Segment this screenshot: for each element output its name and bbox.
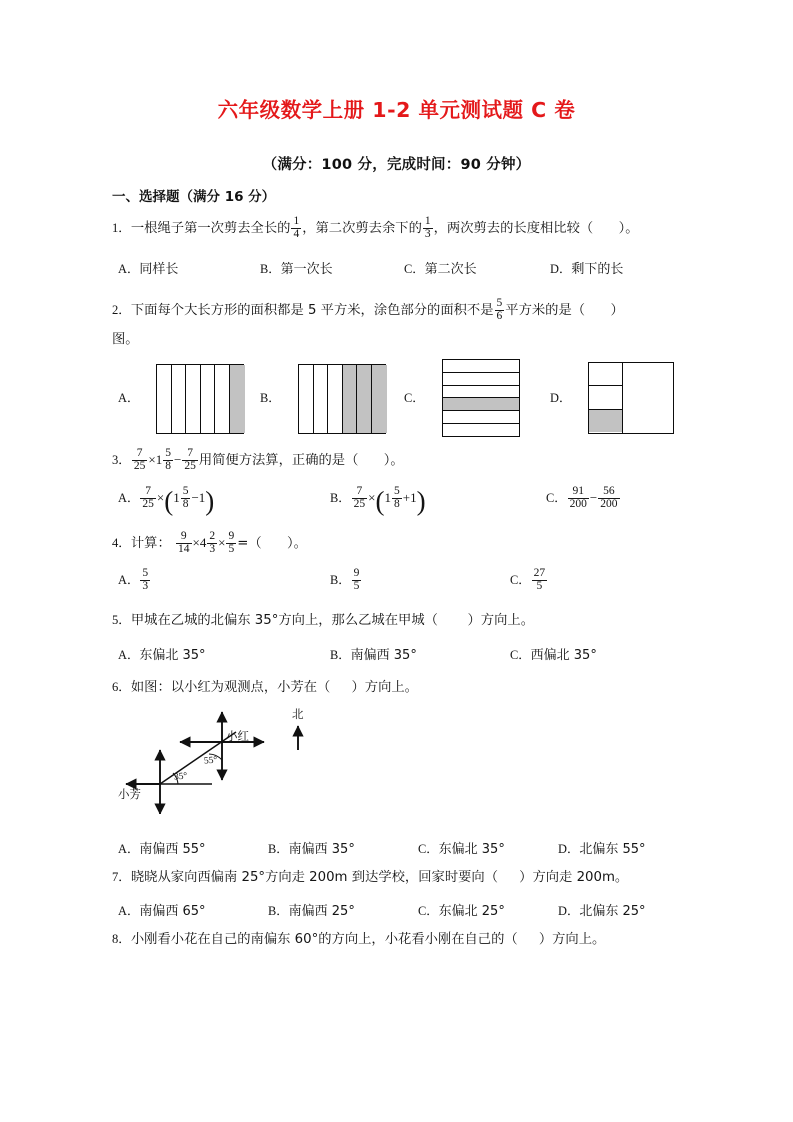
connecting-ray [160,732,236,784]
figure-a-cell-4 [215,365,230,433]
question-4-answer-blank[interactable] [262,536,287,551]
question-3-operator-2: − [173,452,182,468]
question-7-option-b[interactable]: B．南偏西 25° [268,904,355,919]
question-6-text-b: ）方向上。 [351,680,418,695]
figure-b-rect [298,364,386,434]
question-5-text-b: ）方向上。 [467,613,534,628]
figure-c-cell-4 [443,411,519,424]
question-4-number: 4． [112,536,131,551]
question-8-answer-blank[interactable] [518,932,539,947]
question-2-text-c: ） [610,302,624,318]
question-1-fraction-2: $\frac{1}{3}$ [424,214,431,240]
figure-d-cell-2-shaded [589,410,622,433]
question-1-answer-blank[interactable] [593,221,618,236]
question-3-option-b[interactable]: B． $\frac{7}{25}$ ×(1 $\frac{5}{8}$ +1) [330,484,426,517]
question-6-options [112,838,732,856]
question-6-option-d[interactable]: D．北偏东 55° [558,842,646,857]
angle-upper-label: 55° [203,755,218,767]
question-5-text: 甲城在乙城的北偏东 35°方向上，那么乙城在甲城（ [130,613,438,628]
question-3-option-a[interactable]: A． $\frac{7}{25}$ ×(1 $\frac{5}{8}$ −1) [118,484,215,517]
question-3-options [112,484,732,518]
figure-a-rect [156,364,244,434]
figure-d-cell-1 [589,386,622,409]
question-6-text: 如图：以小红为观测点，小芳在（ [130,680,331,695]
question-4-options [112,566,732,600]
question-2-text-line2: 图。 [112,332,139,347]
figure-c-cell-3-shaded [443,398,519,411]
question-1-number: 1． [112,220,131,235]
question-2-figure-a-label: A． [118,391,140,405]
question-2-text-b: 平方米的是（ [505,302,586,318]
question-2-figures [112,354,732,436]
question-6 [112,678,418,698]
question-1-fraction-1: $\frac{1}{4}$ [293,214,300,240]
question-1-text-d: ）。 [618,220,639,236]
question-2-figure-d-label: D． [550,391,572,405]
figure-d-right-half [623,363,672,433]
question-2 [112,296,624,325]
page-subtitle: （满分：100 分，完成时间：90 分钟） [262,157,531,173]
figure-d-rect [588,362,674,434]
question-2-answer-blank[interactable] [585,303,610,318]
figure-b-cell-1 [314,365,329,433]
question-3-mixed-1: 1 $\frac{5}{8}$ [155,446,171,472]
question-2-number: 2． [112,302,131,317]
figure-c-cell-0 [443,360,519,373]
figure-b-cell-2 [328,365,343,433]
question-7-number: 7． [112,870,131,884]
section-heading: 一、选择题（满分 16 分） [112,189,276,205]
question-4-fraction-1: $\frac{9}{14}$ [178,529,190,555]
question-2-line2 [112,330,139,350]
question-4-text-b: =（ [237,536,262,552]
figure-c-cell-2 [443,386,519,399]
question-8-text: 小刚看小花在自己的南偏东 60°的方向上，小花看小刚在自己的（ [130,932,518,947]
figure-b-cell-0 [299,365,314,433]
question-1-text-a: 一根绳子第一次剪去全长的 [130,220,291,236]
direction-diagram-svg [112,706,372,814]
question-3-number: 3． [112,453,131,468]
question-3-text-a: 用简便方法算，正确的是（ [198,453,359,469]
question-8-text-b: ）方向上。 [538,932,606,947]
question-7-option-a[interactable]: A．南偏西 65° [118,904,206,919]
question-4 [112,529,307,558]
angle-lower-label: 35° [173,771,188,783]
question-8 [112,930,605,950]
question-5-answer-blank[interactable] [438,613,468,628]
question-4-option-b[interactable]: B． $\frac{9}{5}$ [330,566,360,592]
question-7-options [112,900,732,918]
figure-b-cell-3-shaded [343,365,358,433]
question-2-figure-a[interactable] [118,354,253,436]
figure-a-cell-0 [157,365,172,433]
question-3-option-c[interactable]: C． $\frac{91}{200}$ − $\frac{56}{200}$ [546,484,618,510]
question-2-figure-c-label: C． [404,391,425,405]
question-5-option-c[interactable]: C．西偏北 35° [510,648,597,663]
question-1-options [112,258,732,276]
figure-d-left-half [589,363,623,433]
question-5 [112,611,534,631]
question-8-number: 8． [112,932,131,946]
figure-b-cell-5-shaded [372,365,387,433]
figure-a-cell-2 [186,365,201,433]
question-2-fraction: $\frac{5}{6}$ [496,296,503,322]
question-2-figure-c[interactable] [404,354,539,436]
north-label: 北 [292,707,304,721]
question-4-fraction-2: $\frac{9}{5}$ [228,529,235,555]
figure-a-cell-3 [201,365,216,433]
question-6-option-b[interactable]: B．南偏西 35° [268,842,355,857]
question-3-fraction-2: $\frac{7}{25}$ [184,446,196,472]
question-4-text-c: ）。 [287,536,307,552]
question-4-operator-1: × [192,535,200,551]
question-2-figure-d[interactable] [550,354,700,436]
question-4-text-a: 计算： [130,536,171,552]
question-1-option-b[interactable]: B．第一次长 [260,262,333,277]
question-4-mixed-1: 4 $\frac{2}{3}$ [199,529,216,555]
question-7-text: 晓晓从家向西偏南 25°方向走 200m 到达学校，回家时要向（ [130,870,499,885]
figure-c-rect [442,359,520,437]
question-7-text-b: ）方向走 200m。 [519,870,629,885]
question-1-option-c[interactable]: C．第二次长 [404,262,477,277]
question-6-answer-blank[interactable] [330,680,351,695]
question-3 [112,446,404,475]
question-3-answer-blank[interactable] [358,453,383,468]
question-3-operator-1: × [148,452,156,468]
xiaofang-label: 小芳 [118,787,141,801]
page-title: 六年级数学上册 1-2 单元测试题 C 卷 [217,98,576,122]
question-1-option-a[interactable]: A．同样长 [118,262,179,277]
question-2-figure-b[interactable] [260,354,395,436]
question-1-text-b: ，第二次剪去余下的 [302,220,422,236]
question-6-diagram [112,706,372,814]
question-4-option-a[interactable]: A． $\frac{5}{3}$ [118,566,149,592]
figure-a-cell-1 [172,365,187,433]
xiaohong-label: 小红 [226,729,249,743]
question-2-text-a: 下面每个大长方形的面积都是 5 平方米，涂色部分的面积不是 [130,302,494,318]
question-7-option-c[interactable]: C．东偏北 25° [418,904,505,919]
question-1-text-c: ，两次剪去的长度相比较（ [433,220,594,236]
question-3-text-b: ）。 [383,453,404,469]
question-7-option-d[interactable]: D．北偏东 25° [558,904,646,919]
figure-b-cell-4-shaded [357,365,372,433]
question-4-option-c[interactable]: C． $\frac{27}{5}$ [510,566,546,592]
question-5-options [112,644,732,662]
question-5-option-a[interactable]: A．东偏北 35° [118,648,206,663]
question-1-option-d[interactable]: D．剩下的长 [550,262,624,277]
question-5-number: 5． [112,613,131,627]
figure-d-cell-0 [589,363,622,386]
question-7 [112,868,628,888]
question-4-operator-2: × [218,535,226,551]
question-2-figure-b-label: B． [260,391,281,405]
question-7-answer-blank[interactable] [498,870,519,885]
question-6-number: 6． [112,680,131,694]
question-6-option-a[interactable]: A．南偏西 55° [118,842,206,857]
question-5-option-b[interactable]: B．南偏西 35° [330,648,417,663]
figure-c-cell-5 [443,424,519,437]
figure-c-cell-1 [443,373,519,386]
question-6-option-c[interactable]: C．东偏北 35° [418,842,505,857]
figure-a-cell-5-shaded [230,365,245,433]
question-1 [112,214,639,243]
question-3-fraction-1: $\frac{7}{25}$ [133,446,146,472]
